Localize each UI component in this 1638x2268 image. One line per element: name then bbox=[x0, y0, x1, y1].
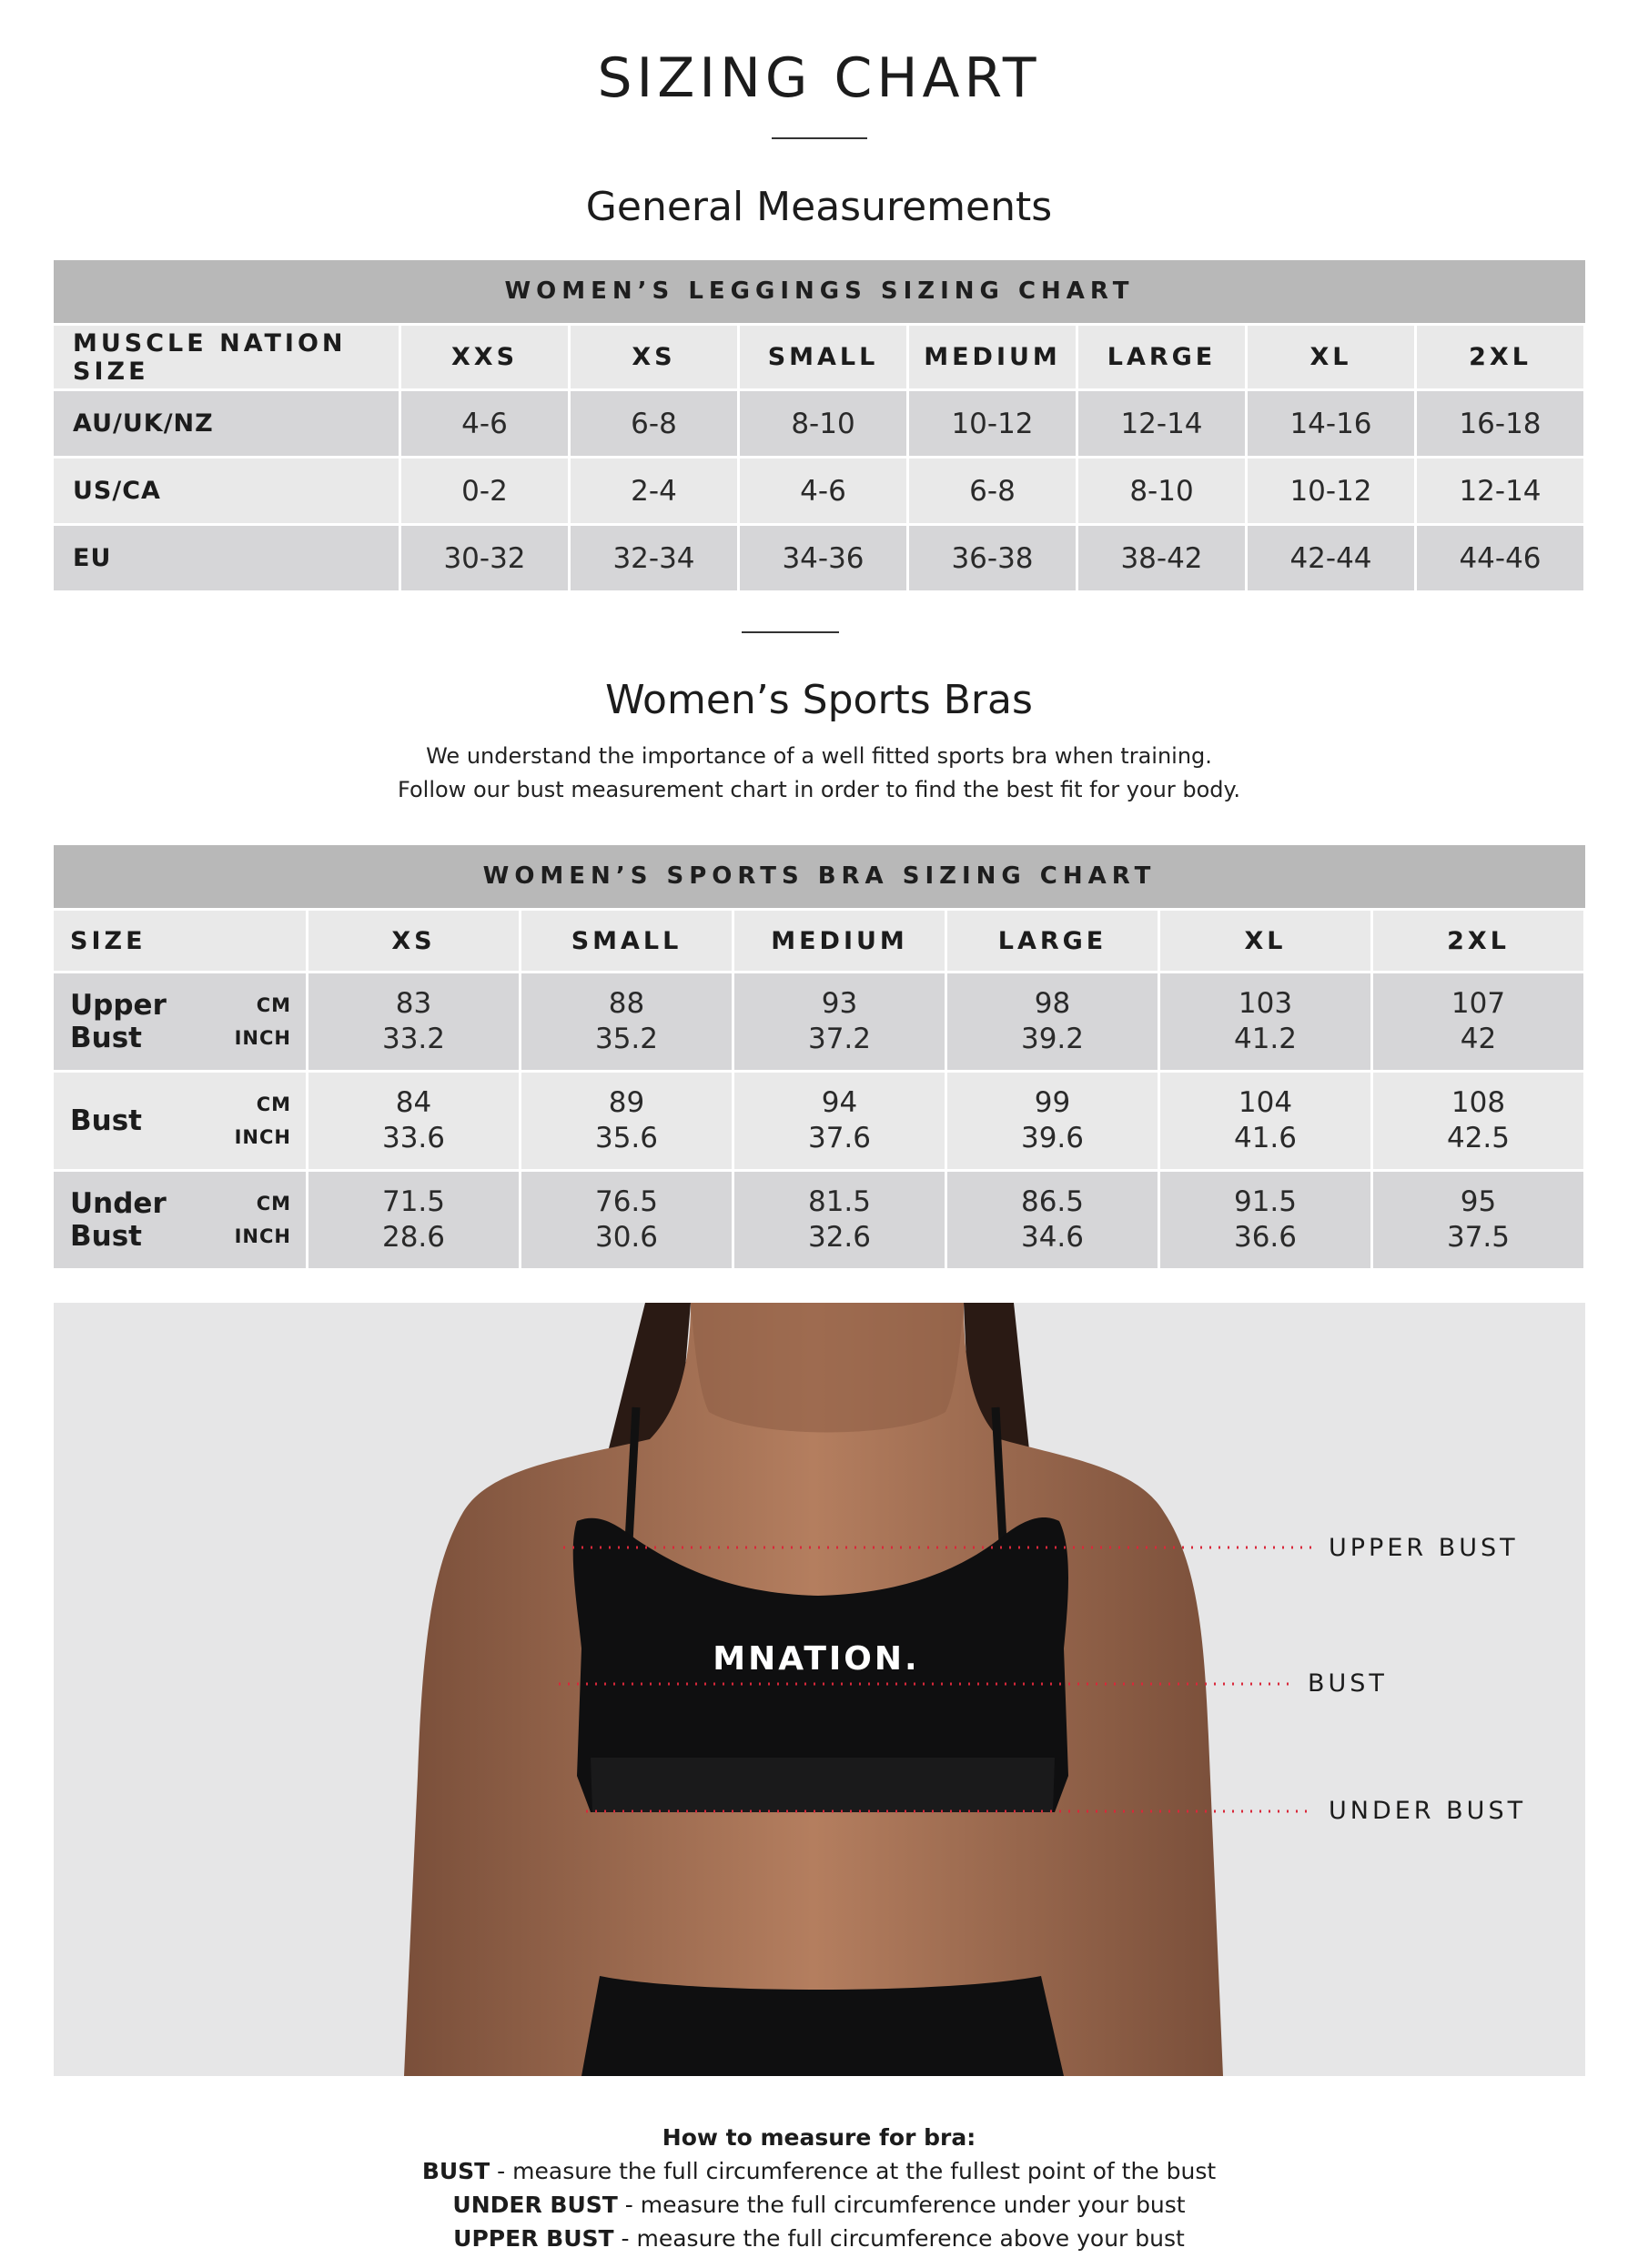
instruction-text: - measure the full circumference at the fullest point of the bust bbox=[490, 2158, 1217, 2184]
table-cell: 10-12 bbox=[1248, 459, 1414, 523]
table-cell: 42-44 bbox=[1248, 526, 1414, 590]
table-cell: 8-10 bbox=[1078, 459, 1245, 523]
cm-value: 83 bbox=[395, 987, 432, 1020]
table-row bbox=[54, 526, 1585, 590]
inch-value: 34.6 bbox=[1020, 1221, 1085, 1254]
header-cell: XS bbox=[308, 911, 519, 971]
inch-value: 37.5 bbox=[1446, 1221, 1511, 1254]
sports-bras-heading: Women’s Sports Bras bbox=[605, 677, 1033, 723]
table-cell: 10-12 bbox=[909, 391, 1076, 456]
table-cell: 6-8 bbox=[571, 391, 737, 456]
table-cell: 38-42 bbox=[1078, 526, 1245, 590]
bust-label: BUST bbox=[1308, 1669, 1388, 1698]
unit-inch: INCH bbox=[234, 1225, 291, 1247]
row-label: EU bbox=[54, 526, 399, 590]
inch-value: 35.2 bbox=[594, 1023, 659, 1055]
instruction-key: UPPER BUST bbox=[453, 2225, 614, 2252]
table-cell bbox=[947, 1172, 1158, 1268]
unit-labels bbox=[235, 989, 291, 1054]
table-row bbox=[54, 391, 1585, 456]
table-cell bbox=[734, 973, 945, 1070]
inch-value: 35.6 bbox=[594, 1122, 659, 1154]
cm-value: 107 bbox=[1451, 987, 1506, 1020]
unit-cm: CM bbox=[256, 994, 291, 1016]
cm-value: 98 bbox=[1034, 987, 1071, 1020]
table-cell bbox=[1373, 1073, 1583, 1169]
intro-line: We understand the importance of a well fitted sports bra when training. bbox=[426, 743, 1212, 769]
table-cell bbox=[1160, 1172, 1370, 1268]
table-cell bbox=[521, 1172, 732, 1268]
row-label: US/CA bbox=[54, 459, 399, 523]
inch-value: 36.6 bbox=[1233, 1221, 1298, 1254]
table-row bbox=[54, 459, 1585, 523]
inch-value: 33.2 bbox=[381, 1023, 446, 1055]
table-cell bbox=[734, 1172, 945, 1268]
row-label: Under Bust bbox=[70, 1187, 167, 1253]
table-cell bbox=[521, 1073, 732, 1169]
table-cell: 32-34 bbox=[571, 526, 737, 590]
header-cell: XXS bbox=[401, 326, 568, 388]
row-label-cell bbox=[54, 1073, 306, 1169]
inch-value: 30.6 bbox=[594, 1221, 659, 1254]
inch-value: 42.5 bbox=[1446, 1122, 1511, 1154]
cm-value: 89 bbox=[608, 1086, 645, 1119]
inch-value: 32.6 bbox=[807, 1221, 872, 1254]
table-cell bbox=[1373, 1172, 1583, 1268]
cm-value: 94 bbox=[821, 1086, 858, 1119]
inch-value: 42 bbox=[1460, 1023, 1497, 1055]
cm-value: 99 bbox=[1034, 1086, 1071, 1119]
instruction-text: - measure the full circumference above your bust bbox=[613, 2225, 1185, 2252]
table-cell: 2-4 bbox=[571, 459, 737, 523]
general-measurements-heading: General Measurements bbox=[585, 184, 1053, 230]
under-bust-label: UNDER BUST bbox=[1329, 1797, 1527, 1825]
instruction-text: - measure the full circumference under your bust bbox=[617, 2192, 1186, 2218]
table-cell bbox=[947, 1073, 1158, 1169]
inch-value: 39.2 bbox=[1020, 1023, 1085, 1055]
table-cell bbox=[1160, 973, 1370, 1070]
instruction-line bbox=[0, 2188, 1638, 2222]
table-cell: 8-10 bbox=[740, 391, 906, 456]
header-cell: SMALL bbox=[740, 326, 906, 388]
cm-value: 76.5 bbox=[594, 1185, 659, 1218]
table-cell: 4-6 bbox=[401, 391, 568, 456]
instruction-key: BUST bbox=[421, 2158, 490, 2184]
table-row bbox=[54, 1073, 1585, 1169]
upper-bust-label: UPPER BUST bbox=[1329, 1534, 1519, 1562]
table-cell bbox=[734, 1073, 945, 1169]
table-cell: 6-8 bbox=[909, 459, 1076, 523]
brand-logo: MNATION. bbox=[713, 1640, 920, 1678]
table-cell: 12-14 bbox=[1078, 391, 1245, 456]
inch-value: 41.2 bbox=[1233, 1023, 1298, 1055]
table-cell bbox=[1373, 973, 1583, 1070]
unit-inch: INCH bbox=[234, 1126, 291, 1148]
unit-labels bbox=[235, 1088, 291, 1154]
inch-value: 33.6 bbox=[381, 1122, 446, 1154]
inch-value: 37.2 bbox=[807, 1023, 872, 1055]
bra-band bbox=[591, 1758, 1055, 1812]
inch-value: 28.6 bbox=[381, 1221, 446, 1254]
row-label: Bust bbox=[70, 1104, 142, 1137]
intro-line: Follow our bust measurement chart in order to find the best fit for your body. bbox=[398, 777, 1240, 802]
table-cell bbox=[308, 1172, 519, 1268]
header-cell: MEDIUM bbox=[909, 326, 1076, 388]
section-divider bbox=[742, 631, 839, 633]
neck-shadow bbox=[691, 1303, 964, 1433]
table-row bbox=[54, 1172, 1585, 1268]
table-cell bbox=[947, 973, 1158, 1070]
leggings-table-title: WOMEN’S LEGGINGS SIZING CHART bbox=[54, 260, 1585, 323]
header-cell: 2XL bbox=[1373, 911, 1583, 971]
table-cell bbox=[308, 1073, 519, 1169]
sports-bra-table-title: WOMEN’S SPORTS BRA SIZING CHART bbox=[54, 845, 1585, 908]
header-cell: SIZE bbox=[54, 911, 306, 971]
leggings-header-row bbox=[54, 326, 1585, 388]
unit-inch: INCH bbox=[234, 1027, 291, 1049]
unit-labels bbox=[235, 1187, 291, 1253]
unit-cm: CM bbox=[256, 1193, 291, 1215]
how-to-measure bbox=[0, 2121, 1638, 2255]
inch-value: 37.6 bbox=[807, 1122, 872, 1154]
page-title: SIZING CHART bbox=[597, 46, 1041, 110]
sports-bra-header-row bbox=[54, 911, 1585, 971]
inch-value: 41.6 bbox=[1233, 1122, 1298, 1154]
cm-value: 86.5 bbox=[1020, 1185, 1085, 1218]
table-cell: 44-46 bbox=[1417, 526, 1583, 590]
inch-value: 39.6 bbox=[1020, 1122, 1085, 1154]
cm-value: 91.5 bbox=[1233, 1185, 1298, 1218]
cm-value: 104 bbox=[1238, 1086, 1293, 1119]
row-label: Upper Bust bbox=[70, 989, 167, 1054]
leggings-shape bbox=[581, 1976, 1064, 2076]
sports-bra-sizing-table bbox=[54, 845, 1585, 1271]
table-cell: 34-36 bbox=[740, 526, 906, 590]
row-label-cell bbox=[54, 1172, 306, 1268]
header-cell: MUSCLE NATION SIZE bbox=[54, 326, 399, 388]
leggings-sizing-table bbox=[54, 260, 1585, 593]
header-cell: XL bbox=[1248, 326, 1414, 388]
header-cell: 2XL bbox=[1417, 326, 1583, 388]
row-label: AU/UK/NZ bbox=[54, 391, 399, 456]
cm-value: 93 bbox=[821, 987, 858, 1020]
how-to-heading: How to measure for bra: bbox=[662, 2124, 976, 2151]
cm-value: 103 bbox=[1238, 987, 1293, 1020]
cm-value: 84 bbox=[395, 1086, 432, 1119]
cm-value: 95 bbox=[1460, 1185, 1497, 1218]
table-cell bbox=[521, 973, 732, 1070]
table-cell: 16-18 bbox=[1417, 391, 1583, 456]
table-cell bbox=[1160, 1073, 1370, 1169]
table-cell: 12-14 bbox=[1417, 459, 1583, 523]
header-cell: LARGE bbox=[947, 911, 1158, 971]
cm-value: 71.5 bbox=[381, 1185, 446, 1218]
table-cell: 30-32 bbox=[401, 526, 568, 590]
header-cell: XS bbox=[571, 326, 737, 388]
instruction-line bbox=[0, 2154, 1638, 2188]
title-divider bbox=[772, 137, 867, 139]
sports-bras-intro bbox=[0, 740, 1638, 807]
cm-value: 81.5 bbox=[807, 1185, 872, 1218]
table-cell: 0-2 bbox=[401, 459, 568, 523]
table-cell bbox=[308, 973, 519, 1070]
table-cell: 14-16 bbox=[1248, 391, 1414, 456]
cm-value: 108 bbox=[1451, 1086, 1506, 1119]
header-cell: XL bbox=[1160, 911, 1370, 971]
header-cell: MEDIUM bbox=[734, 911, 945, 971]
instruction-line bbox=[0, 2222, 1638, 2255]
table-cell: 36-38 bbox=[909, 526, 1076, 590]
row-label-cell bbox=[54, 973, 306, 1070]
table-row bbox=[54, 973, 1585, 1070]
table-cell: 4-6 bbox=[740, 459, 906, 523]
bra-measurement-photo bbox=[54, 1303, 1585, 2076]
instruction-key: UNDER BUST bbox=[452, 2192, 618, 2218]
unit-cm: CM bbox=[256, 1094, 291, 1115]
cm-value: 88 bbox=[608, 987, 645, 1020]
header-cell: LARGE bbox=[1078, 326, 1245, 388]
header-cell: SMALL bbox=[521, 911, 732, 971]
